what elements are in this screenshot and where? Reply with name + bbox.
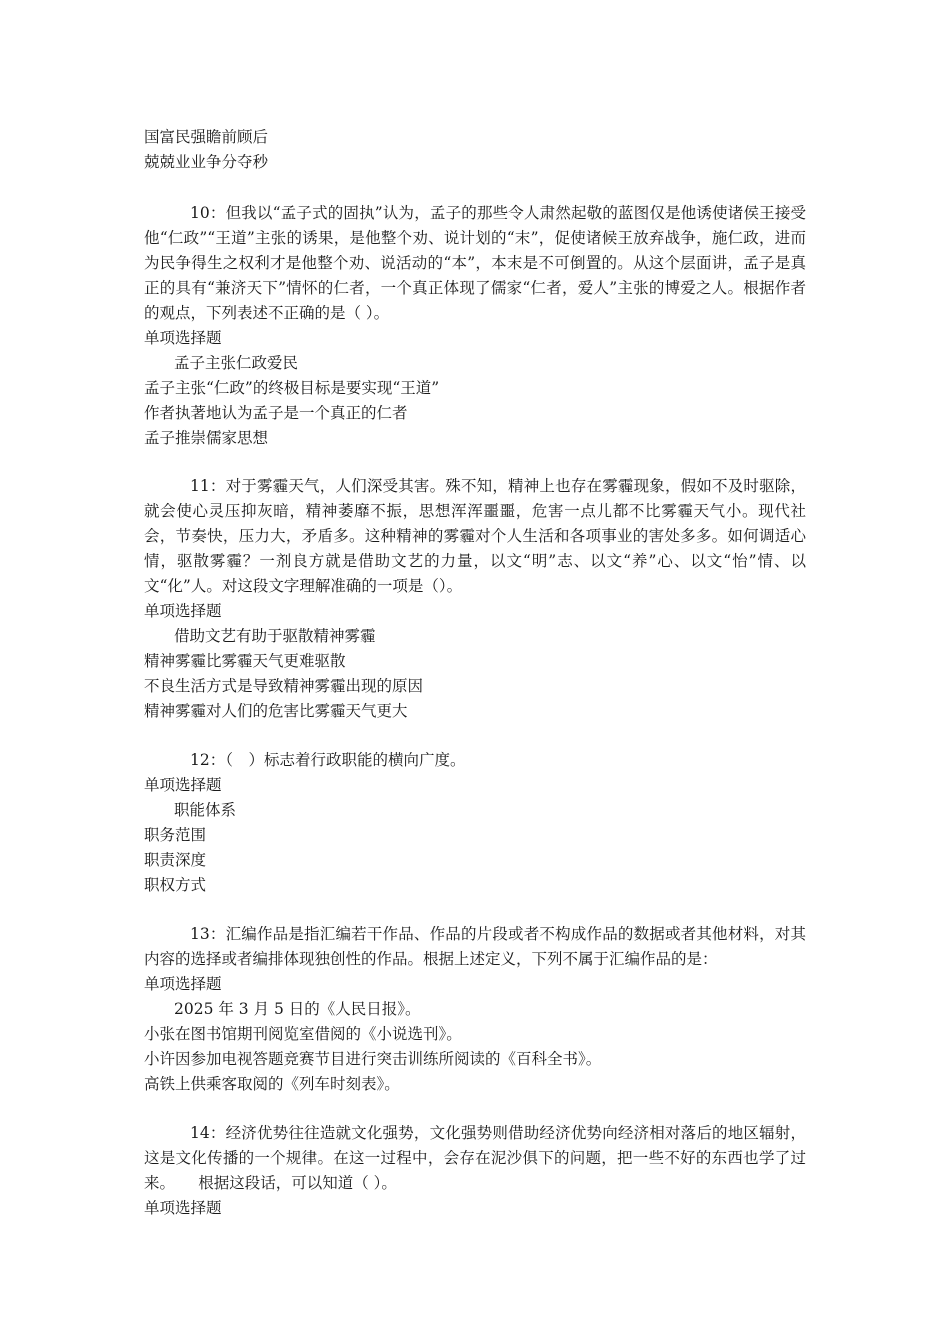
- question-13-option-d[interactable]: 高铁上供乘客取阅的《列车时刻表》。: [144, 1075, 400, 1093]
- question-10-type: 单项选择题: [144, 329, 222, 347]
- question-12-option-b[interactable]: 职务范围: [144, 826, 207, 844]
- question-14-type: 单项选择题: [144, 1199, 222, 1217]
- question-11-option-d[interactable]: 精神雾霾对人们的危害比雾霾天气更大: [144, 702, 408, 720]
- question-10-option-b[interactable]: 孟子主张“仁政”的终极目标是要实现“王道”: [144, 379, 440, 397]
- question-11-option-a[interactable]: 借助文艺有助于驱散精神雾霾: [174, 627, 376, 645]
- question-11-option-b[interactable]: 精神雾霾比雾霾天气更难驱散: [144, 652, 346, 670]
- question-12-option-d[interactable]: 职权方式: [144, 876, 207, 894]
- question-14-text: 14：经济优势往往造就文化强势，文化强势则借助经济优势向经济相对落后的地区辐射，这是文化传播的一个规律。在这一过程中，会存在泥沙俱下的问题，把一些不好的东西也学了过来。 根据这段话，可以知道（ ）。: [144, 1124, 806, 1192]
- question-13-text: 13：汇编作品是指汇编若干作品、作品的片段或者不构成作品的数据或者其他材料，对其内容的选择或者编排体现独创性的作品。根据上述定义，下列不属于汇编作品的是：: [144, 925, 806, 968]
- question-12-option-a[interactable]: 职能体系: [174, 801, 237, 819]
- question-10-option-c[interactable]: 作者执著地认为孟子是一个真正的仁者: [144, 404, 408, 422]
- intro-line-2: 兢兢业业争分夺秒: [144, 153, 269, 171]
- question-11-type: 单项选择题: [144, 602, 222, 620]
- question-12-option-c[interactable]: 职责深度: [144, 851, 207, 869]
- question-13-option-a[interactable]: 2025 年 3 月 5 日的《人民日报》。: [174, 1000, 421, 1018]
- question-10-option-d[interactable]: 孟子推崇儒家思想: [144, 429, 269, 447]
- question-12-type: 单项选择题: [144, 776, 222, 794]
- question-12-text: 12：（ ）标志着行政职能的横向广度。: [190, 751, 466, 769]
- question-13-option-b[interactable]: 小张在图书馆期刊阅览室借阅的《小说选刊》。: [144, 1025, 462, 1043]
- question-11-text: 11：对于雾霾天气，人们深受其害。殊不知，精神上也存在雾霾现象，假如不及时驱除，就会使心灵压抑灰暗，精神萎靡不振，思想浑浑噩噩，危害一点儿都不比雾霾天气小。现代社会，节奏快，压力大，矛盾多。这种精神的雾霾对个人生活和各项事业的害处多多。如何调适心情，驱散雾霾？一剂良方就是借助文艺的力量，以文“明”志、以文“养”心、以文“怡”情、以文“化”人。对这段文字理解准确的一项是（）。: [144, 477, 806, 595]
- question-10-text: 10：但我以“孟子式的固执”认为，孟子的那些令人肃然起敬的蓝图仅是他诱使诸侯王接受他“仁政”“王道”主张的诱果，是他整个劝、说计划的“末”，促使诸候王放弃战争，施仁政，进而为民争得生之权利才是他整个劝、说活动的“本”，本末是不可倒置的。从这个层面讲，孟子是真正的具有“兼济天下”情怀的仁者，一个真正体现了儒家“仁者，爱人”主张的博爱之人。根据作者的观点，下列表述不正确的是（ ）。: [144, 204, 806, 322]
- question-10-option-a[interactable]: 孟子主张仁政爱民: [174, 354, 299, 372]
- question-11-option-c[interactable]: 不良生活方式是导致精神雾霾出现的原因: [144, 677, 424, 695]
- question-13-type: 单项选择题: [144, 975, 222, 993]
- intro-line-1: 国富民强瞻前顾后: [144, 128, 269, 146]
- question-13-option-c[interactable]: 小许因参加电视答题竞赛节目进行突击训练所阅读的《百科全书》。: [144, 1050, 602, 1068]
